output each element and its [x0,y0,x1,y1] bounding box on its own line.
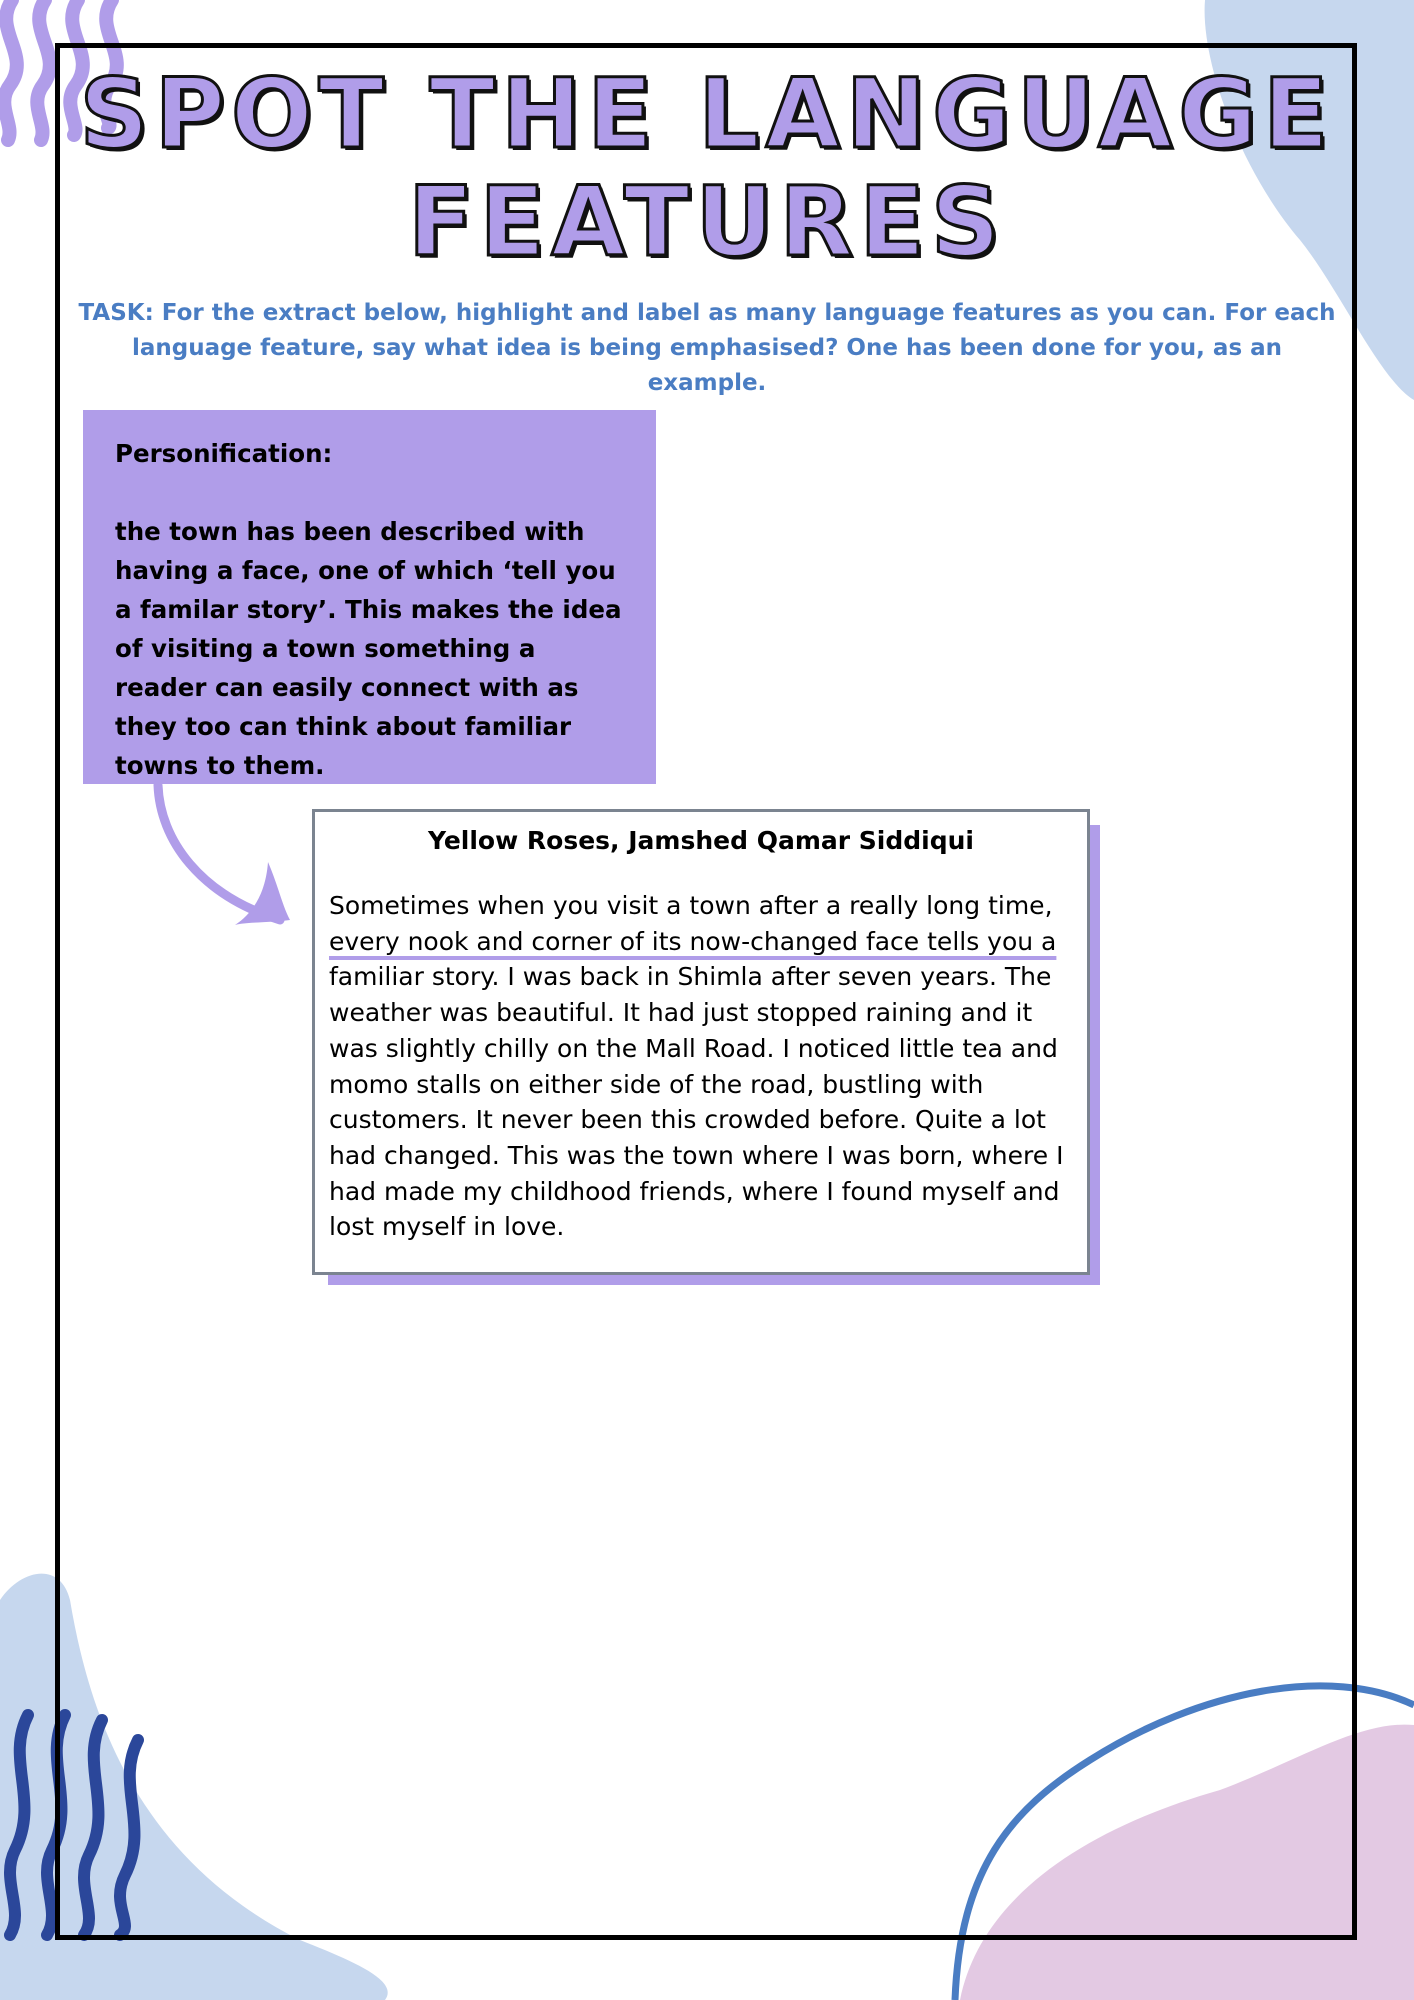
example-note-heading: Personification: [115,439,333,468]
extract-box [312,809,1090,1275]
task-instructions: TASK: For the extract below, highlight and label as many language features as you can. For each language feature, say what idea is being emphasised? One has been done for you, as an example. [78,300,1336,396]
extract-text [329,888,1073,1245]
example-note-body: the town has been described with having a face, one of which ‘tell you a familar story’. This makes the idea of visiting a town something a reader can easily connect with as they too can think about familiar towns to them. [115,517,622,780]
page-title: SPOT THE LANGUAGE FEATURES [79,58,1335,278]
curved-arrow-icon [140,780,310,940]
highlighted-phrase: every nook and corner of its now-changed face tells you a [329,926,1057,956]
extract-title: Yellow Roses, Jamshed Qamar Siddiqui [428,826,974,855]
example-note [83,410,656,784]
extract-text-after: familiar story. I was back in Shimla after seven years. The weather was beautiful. It had just stopped raining and it was slightly chilly on the Mall Road. I noticed little tea and momo stalls on either side of the road, bustling with customers. It never been this crowded before. Quite a lot had changed. This was the town where I was born, where I had made my childhood friends, where I found myself and lost myself in love. [329,962,1064,1242]
extract-text-before: Sometimes when you visit a town after a really long time, [329,891,1053,920]
